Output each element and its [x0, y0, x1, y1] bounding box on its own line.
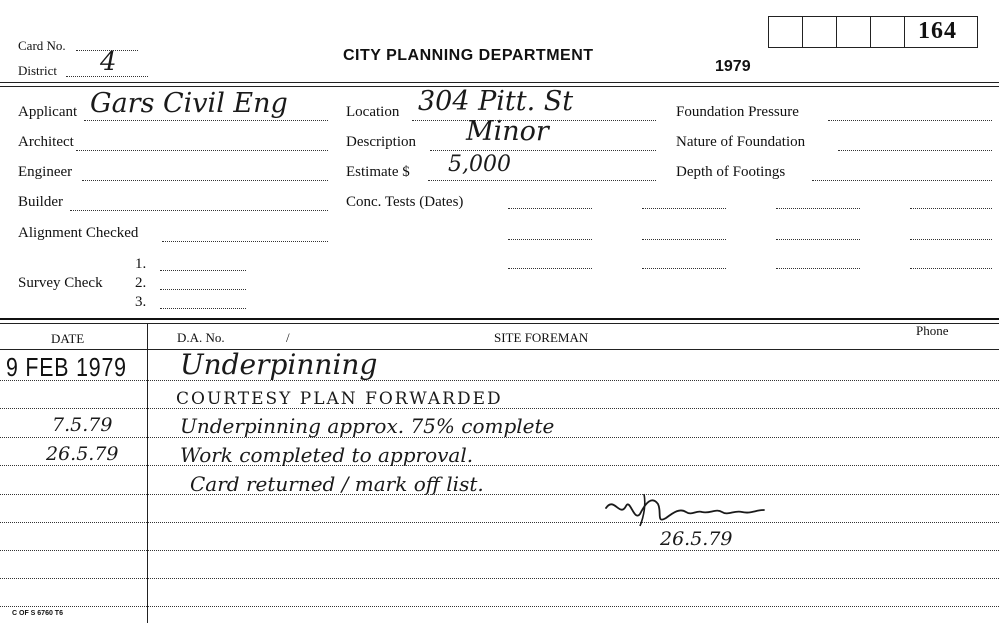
header-rule-top — [0, 82, 999, 83]
conc-test-slot — [508, 268, 592, 269]
conc-test-slot — [776, 208, 860, 209]
card-number: 164 — [918, 18, 957, 44]
district-value: 4 — [100, 47, 117, 77]
estimate-value: 5,000 — [448, 152, 511, 177]
entry-text: Work completed to approval. — [180, 443, 474, 467]
architect-label: Architect — [18, 134, 74, 150]
builder-label: Builder — [18, 194, 63, 210]
log-line — [0, 380, 999, 381]
section-rule-bottom — [0, 323, 999, 324]
log-line — [0, 494, 999, 495]
conc-test-slot — [642, 208, 726, 209]
description-line — [430, 150, 656, 151]
card-no-label: Card No. — [18, 38, 66, 53]
depth-of-footings-label: Depth of Footings — [676, 164, 786, 180]
survey-line-1 — [160, 270, 246, 271]
conc-test-slot — [508, 208, 592, 209]
foreman-signature — [600, 488, 770, 530]
number-box-divider — [802, 16, 803, 48]
department-title: CITY PLANNING DEPARTMENT — [343, 47, 594, 64]
conc-test-slot — [776, 268, 860, 269]
conc-test-slot — [642, 239, 726, 240]
da-no-header: D.A. No. — [177, 330, 225, 345]
survey-item-2: 2. — [135, 275, 147, 291]
conc-tests-label: Conc. Tests (Dates) — [346, 194, 464, 210]
nature-of-foundation-label: Nature of Foundation — [676, 134, 806, 150]
conc-test-slot — [910, 208, 992, 209]
district-label: District — [18, 63, 57, 78]
number-box-divider — [836, 16, 837, 48]
signature-date: 26.5.79 — [660, 528, 733, 550]
applicant-value: Gars Civil Eng — [90, 88, 288, 119]
estimate-label: Estimate $ — [346, 164, 410, 180]
entry-date-stamp: 9 FEB 1979 — [6, 352, 127, 382]
log-line — [0, 578, 999, 579]
depth-of-footings-line — [812, 180, 992, 181]
alignment-line — [162, 241, 328, 242]
conc-test-slot — [910, 239, 992, 240]
entry-text: Card returned / mark off list. — [190, 472, 484, 496]
survey-item-3: 3. — [135, 294, 147, 310]
location-label: Location — [346, 104, 400, 120]
survey-label: Survey Check — [18, 275, 103, 291]
engineer-line — [82, 180, 328, 181]
log-line — [0, 606, 999, 607]
architect-line — [76, 150, 328, 151]
builder-line — [70, 210, 328, 211]
estimate-line — [428, 180, 656, 181]
site-foreman-header: SITE FOREMAN — [494, 330, 589, 345]
entry-text: Underpinning — [180, 348, 378, 381]
survey-line-3 — [160, 308, 246, 309]
survey-item-1: 1. — [135, 256, 147, 272]
foundation-pressure-label: Foundation Pressure — [676, 104, 799, 120]
entry-date: 26.5.79 — [46, 443, 119, 465]
da-no-slash: / — [286, 330, 290, 345]
conc-test-slot — [776, 239, 860, 240]
description-value: Minor — [466, 116, 549, 147]
log-line — [0, 465, 999, 466]
log-line — [0, 522, 999, 523]
applicant-line — [84, 120, 328, 121]
log-header-rule — [0, 349, 999, 350]
date-header: DATE — [51, 331, 85, 346]
conc-test-slot — [910, 268, 992, 269]
description-label: Description — [346, 134, 416, 150]
conc-test-slot — [508, 239, 592, 240]
engineer-label: Engineer — [18, 164, 73, 180]
entry-text: Underpinning approx. 75% complete — [180, 414, 555, 438]
location-value: 304 Pitt. St — [418, 86, 574, 117]
applicant-label: Applicant — [18, 104, 78, 120]
number-box-divider — [870, 16, 871, 48]
section-rule-top — [0, 318, 999, 320]
conc-test-slot — [642, 268, 726, 269]
survey-line-2 — [160, 289, 246, 290]
foundation-pressure-line — [828, 120, 992, 121]
phone-header: Phone — [916, 323, 949, 338]
card-year: 1979 — [715, 58, 751, 75]
nature-of-foundation-line — [838, 150, 992, 151]
alignment-label: Alignment Checked — [18, 225, 139, 241]
entry-text: COURTESY PLAN FORWARDED — [176, 389, 503, 409]
entry-date: 7.5.79 — [52, 414, 113, 436]
log-line — [0, 550, 999, 551]
form-code: C OF S 6760 T6 — [12, 610, 63, 617]
number-box-divider — [904, 16, 905, 48]
